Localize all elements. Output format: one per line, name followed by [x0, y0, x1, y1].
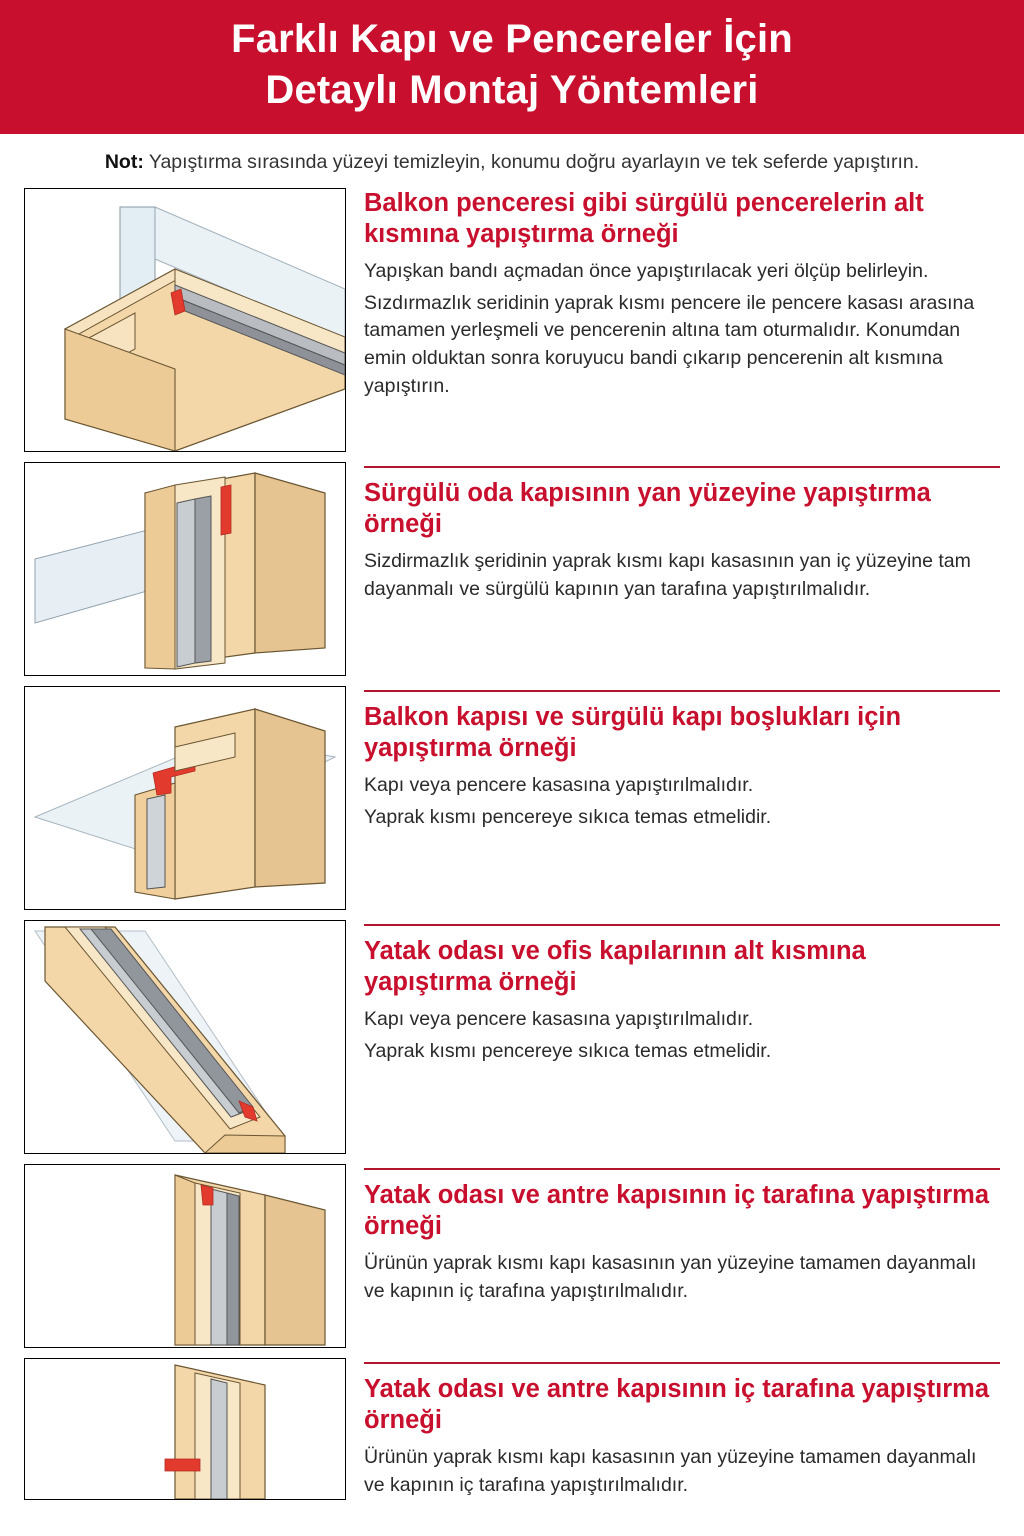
section-divider	[364, 1362, 1000, 1364]
section-paragraph: Yaprak kısmı pencereye sıkıca temas etmelidir.	[364, 805, 772, 828]
section-title: Balkon kapısı ve sürgülü kapı boşlukları için yapıştırma örneği	[364, 702, 902, 762]
section-text	[364, 1358, 1000, 1504]
bedroom-entrance-door-inner-diagram-2	[24, 1358, 346, 1500]
note-block	[0, 134, 1024, 187]
note-label: Not:	[104, 151, 144, 174]
section-text	[364, 1164, 1000, 1310]
section-text	[364, 920, 1000, 1070]
page-title	[0, 14, 1024, 116]
section-title: Yatak odası ve ofis kapılarının alt kısmına yapıştırma örneği	[364, 936, 866, 996]
section-divider	[364, 690, 1000, 692]
note-text: Yapıştırma sırasında yüzeyi temizleyin, konumu doğru ayarlayın ve tek seferde yapıştırın.	[143, 151, 920, 174]
bedroom-entrance-door-inner-diagram	[24, 1164, 346, 1348]
section-title: Yatak odası ve antre kapısının iç tarafına yapıştırma örneği	[364, 1374, 990, 1434]
page-header	[0, 0, 1024, 134]
section-divider	[364, 1168, 1000, 1170]
section-text	[364, 188, 1000, 405]
section-text	[364, 686, 1000, 836]
section-paragraph: Yaprak kısmı pencereye sıkıca temas etmelidir.	[364, 1039, 772, 1062]
balcony-door-gap-diagram	[24, 686, 346, 910]
section-divider	[364, 466, 1000, 468]
sections-list	[0, 188, 1024, 1504]
section-title: Yatak odası ve antre kapısının iç tarafına yapıştırma örneği	[364, 1180, 990, 1240]
page-title-line2: Detaylı Montaj Yöntemleri	[265, 68, 759, 113]
section-item	[24, 462, 1000, 676]
section-item	[24, 1358, 1000, 1504]
section-text	[364, 462, 1000, 608]
section-item	[24, 686, 1000, 910]
section-paragraph: Sizdirmazlık şeridinin yaprak kısmı kapı kasasının yan iç yüzeyine tam dayanmalı ve sürgülü kapının yan tarafına yapıştırılmalıdır.	[364, 549, 971, 600]
section-paragraph: Kapı veya pencere kasasına yapıştırılmalıdır.	[364, 1007, 754, 1030]
section-item	[24, 1164, 1000, 1348]
section-item	[24, 188, 1000, 452]
bedroom-office-door-bottom-diagram	[24, 920, 346, 1154]
section-paragraph: Ürünün yaprak kısmı kapı kasasının yan yüzeyine tamamen dayanmalı ve kapının iç tarafına yapıştırılmalıdır.	[364, 1445, 977, 1496]
sliding-window-bottom-diagram	[24, 188, 346, 452]
section-title: Balkon penceresi gibi sürgülü pencerelerin alt kısmına yapıştırma örneği	[364, 188, 924, 248]
section-paragraph: Kapı veya pencere kasasına yapıştırılmalıdır.	[364, 773, 754, 796]
section-item	[24, 920, 1000, 1154]
page-title-line1: Farklı Kapı ve Pencereler İçin	[231, 17, 793, 61]
sliding-door-side-diagram	[24, 462, 346, 676]
section-paragraph: Yapışkan bandı açmadan önce yapıştırılacak yeri ölçüp belirleyin.	[364, 259, 929, 282]
section-title: Sürgülü oda kapısının yan yüzeyine yapıştırma örneği	[364, 478, 931, 538]
section-divider	[364, 924, 1000, 926]
section-paragraph: Sızdırmazlık seridinin yaprak kısmı pencere ile pencere kasası arasına tamamen yerleşmeli ve pencerenin altına tam oturmalıdır. Konumdan emin olduktan sonra koruyucu bandi çıkarıp pencerenin alt kısmına yapıştırın.	[364, 291, 975, 397]
section-paragraph: Ürünün yaprak kısmı kapı kasasının yan yüzeyine tamamen dayanmalı ve kapının iç tarafına yapıştırılmalıdır.	[364, 1251, 977, 1302]
